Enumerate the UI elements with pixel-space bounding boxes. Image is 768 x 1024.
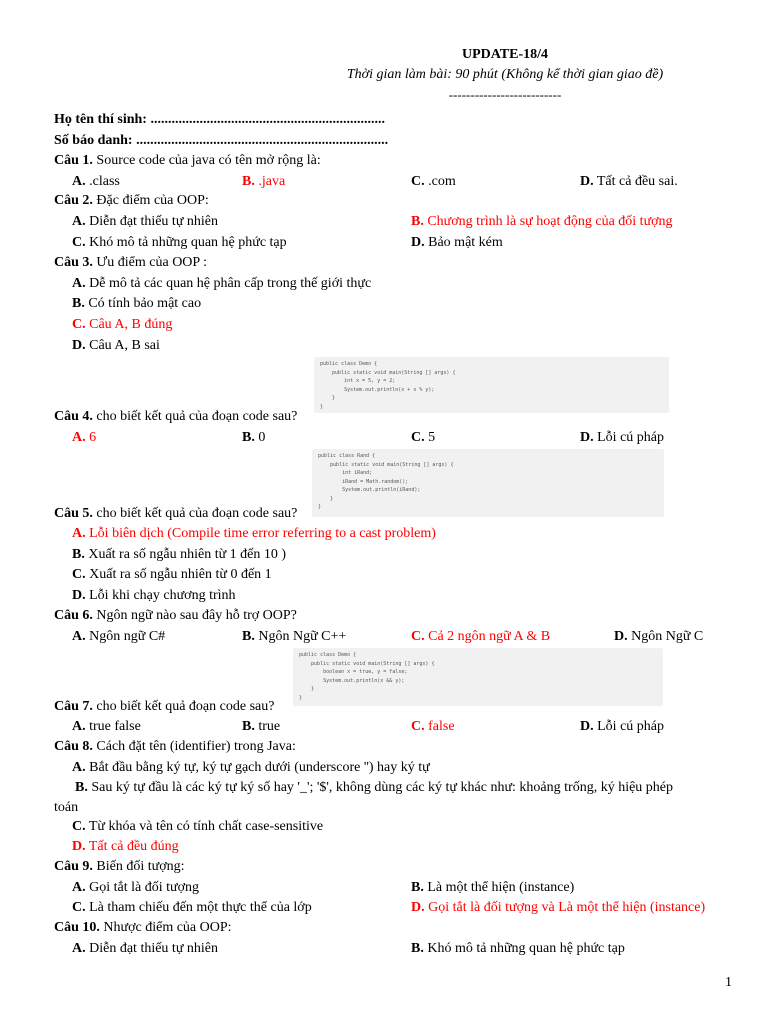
document-title: UPDATE-18/4 [461, 47, 549, 62]
q6-option-c: C. Cả 2 ngôn ngữ A & B [411, 629, 551, 644]
q9-option-b: B. Là một thể hiện (instance) [411, 880, 575, 895]
q4-option-a: A. 6 [72, 430, 97, 445]
q3-option-c: C. Câu A, B đúng [72, 317, 173, 332]
question-5 [54, 504, 297, 524]
header-divider: -------------------------- [448, 87, 562, 102]
question-9 [54, 857, 185, 877]
question-number: Câu 7. [54, 699, 93, 714]
q1-option-a: A. .class [72, 174, 120, 189]
q8-option-a: A. Bắt đầu bằng ký tự, ký tự gạch dưới (underscore '') hay ký tự [72, 760, 430, 775]
q1-option-b: B. .java [242, 174, 286, 189]
question-3 [54, 253, 207, 273]
q1-option-c: C. .com [411, 174, 456, 189]
q3-option-b: B. Có tính bảo mật cao [72, 296, 202, 311]
candidate-id-field [54, 131, 388, 151]
q9-option-d: D. Gọi tắt là đối tượng và Là một thể hiện (instance) [411, 900, 706, 915]
q9-option-a: A. Gọi tắt là đối tượng [72, 880, 199, 895]
q9-option-c: C. Là tham chiếu đến một thực thể của lớp [72, 900, 312, 915]
q10-option-a: A. Diễn đạt thiếu tự nhiên [72, 941, 219, 956]
q7-code-snippet: public class Demo { public static void main(String [] args) { boolean x = true, y = false; System.out.println(x && y); } } [293, 648, 663, 706]
q4-option-d: D. Lỗi cú pháp [580, 430, 664, 445]
q2-option-d: D. Bảo mật kém [411, 235, 503, 250]
q2-option-c: C. Khó mô tả những quan hệ phức tạp [72, 235, 287, 250]
q1-option-d: D. Tất cả đều sai. [580, 174, 678, 189]
q8-option-b-cont: toán [54, 800, 79, 815]
candidate-id-label: Số báo danh: [54, 133, 137, 148]
q8-option-d: D. Tất cả đều đúng [72, 839, 179, 854]
question-6 [54, 606, 297, 626]
q7-option-a: A. true false [72, 719, 141, 734]
question-number: Câu 8. [54, 739, 93, 754]
question-text: Ngôn ngữ nào sau đây hỗ trợ OOP? [92, 608, 297, 623]
q5-option-a: A. Lỗi biên dịch (Compile time error referring to a cast problem) [72, 526, 436, 541]
question-text: cho biết kết quả của đoạn code sau? [92, 409, 298, 424]
question-7 [54, 697, 274, 717]
q5-option-d: D. Lỗi khi chạy chương trình [72, 588, 236, 603]
q2-option-b: B. Chương trình là sự hoạt động của đối tượng [411, 214, 673, 229]
question-number: Câu 2. [54, 193, 93, 208]
page-number: 1 [725, 975, 732, 990]
question-number: Câu 4. [54, 409, 93, 424]
q8-option-c: C. Từ khóa và tên có tính chất case-sensitive [72, 819, 324, 834]
q5-code-snippet: public class Rand { public static void main(String [] args) { int iRand; iRand = Math.random(); System.out.println(iRand); } } [312, 449, 664, 517]
question-number: Câu 1. [54, 153, 93, 168]
question-text: Nhược điểm của OOP: [99, 920, 232, 935]
q6-option-b: B. Ngôn Ngữ C++ [242, 629, 347, 644]
candidate-name-dots: ................................................................... [150, 112, 385, 127]
question-number: Câu 6. [54, 608, 93, 623]
question-text: Source code của java có tên mở rộng là: [92, 153, 321, 168]
question-8 [54, 737, 296, 757]
candidate-id-dots: ........................................................................ [136, 133, 389, 148]
question-10 [54, 918, 232, 938]
q4-option-c: C. 5 [411, 430, 436, 445]
question-text: Đặc điểm của OOP: [92, 193, 209, 208]
question-text: cho biết kết quả đoạn code sau? [92, 699, 275, 714]
q4-code-snippet: public class Demo { public static void main(String [] args) { int x = 5, y = 2; System.out.println(x + x % y); } } [314, 357, 669, 413]
q10-option-b: B. Khó mô tả những quan hệ phức tạp [411, 941, 625, 956]
question-1 [54, 151, 321, 171]
question-number: Câu 9. [54, 859, 93, 874]
q4-option-b: B. 0 [242, 430, 266, 445]
q7-option-c: C. false [411, 719, 455, 734]
candidate-name-label: Họ tên thí sinh: [54, 112, 151, 127]
document-subtitle: Thời gian làm bài: 90 phút (Không kể thời gian giao đề) [346, 67, 664, 82]
question-2 [54, 191, 209, 211]
question-number: Câu 5. [54, 506, 93, 521]
q5-option-b: B. Xuất ra số ngẫu nhiên từ 1 đến 10 ) [72, 547, 287, 562]
q6-option-a: A. Ngôn ngữ C# [72, 629, 166, 644]
candidate-name-field [54, 110, 385, 130]
q2-option-a: A. Diễn đạt thiếu tự nhiên [72, 214, 219, 229]
question-text: Cách đặt tên (identifier) trong Java: [92, 739, 296, 754]
question-number: Câu 3. [54, 255, 93, 270]
q6-option-d: D. Ngôn Ngữ C [614, 629, 704, 644]
q8-option-b: B. Sau ký tự đầu là các ký tự ký số hay '_'; '$', không dùng các ký tự khác như: khoảng trống, ký hiệu phép [75, 780, 674, 795]
question-text: cho biết kết quả của đoạn code sau? [92, 506, 298, 521]
q3-option-d: D. Câu A, B sai [72, 338, 160, 353]
question-number: Câu 10. [54, 920, 100, 935]
question-4 [54, 407, 297, 427]
q7-option-d: D. Lỗi cú pháp [580, 719, 664, 734]
q7-option-b: B. true [242, 719, 281, 734]
q5-option-c: C. Xuất ra số ngẫu nhiên từ 0 đến 1 [72, 567, 272, 582]
q3-option-a: A. Dễ mô tả các quan hệ phân cấp trong thế giới thực [72, 276, 372, 291]
question-text: Biến đối tượng: [92, 859, 185, 874]
question-text: Ưu điểm của OOP : [92, 255, 208, 270]
